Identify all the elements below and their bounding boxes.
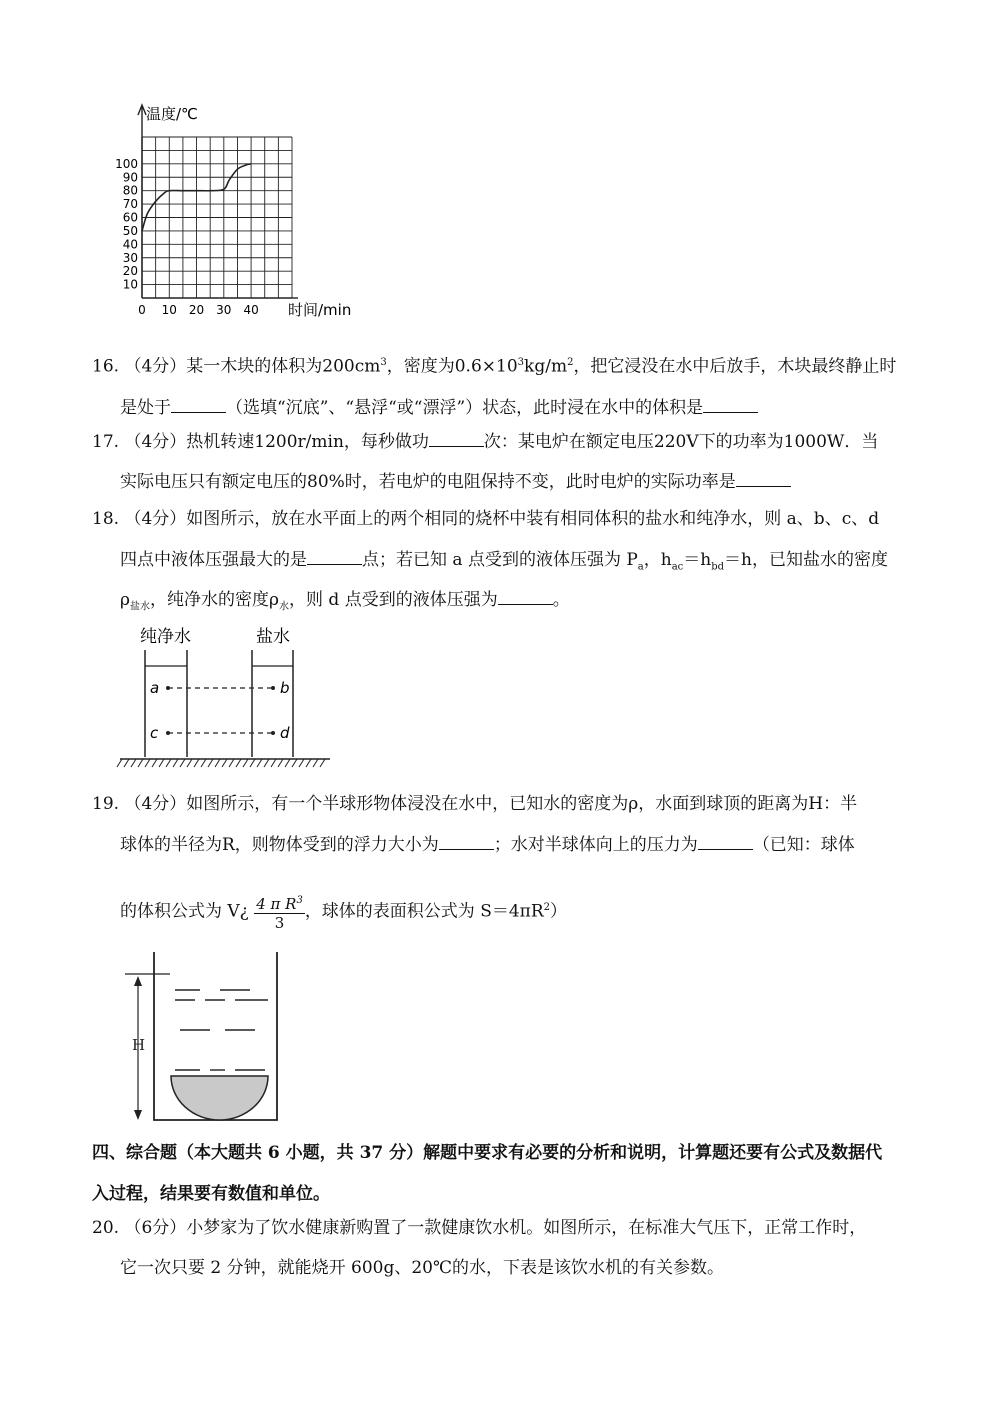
section4-heading-line2: 入过程，结果要有数值和单位。 bbox=[92, 1184, 330, 1204]
hatch-mark bbox=[243, 759, 248, 767]
hatch-mark bbox=[159, 759, 164, 767]
q20-line2: 它一次只要 2 分钟，就能烧开 600g、20℃的水，下表是该饮水机的有关参数。 bbox=[120, 1258, 725, 1278]
x-tick-label: 40 bbox=[243, 303, 259, 317]
hatch-mark bbox=[131, 759, 136, 767]
svg-text:a: a bbox=[150, 679, 160, 697]
point-b bbox=[271, 686, 275, 690]
q16-line1: 16. （4分）某一木块的体积为$200cm^3$，密度为$0.6\times 10^3kg/m^2$，把它浸没在水中后放手，木块最终静止时 bbox=[92, 356, 897, 377]
svg-text:b: b bbox=[280, 679, 290, 697]
q17-line1: 17. （4分）热机转速1200r/min，每秒做功 次：某电炉在额定电压220V下的功率为1000W．当 bbox=[92, 432, 879, 452]
q17-number: 17. bbox=[92, 432, 120, 452]
q16-blank-2[interactable] bbox=[703, 396, 758, 413]
q16-blank-1[interactable] bbox=[171, 396, 226, 413]
hatch-mark bbox=[124, 759, 129, 767]
q18-blank-1[interactable] bbox=[307, 548, 362, 565]
x-tick-label: 0 bbox=[138, 303, 146, 317]
q19-number: 19. bbox=[92, 794, 120, 814]
hemisphere bbox=[171, 1076, 268, 1120]
q19-blank-1[interactable] bbox=[439, 833, 494, 850]
hatch-mark bbox=[313, 759, 318, 767]
hatch-mark bbox=[215, 759, 220, 767]
ground-hatch bbox=[117, 759, 325, 767]
hatch-mark bbox=[194, 759, 199, 767]
sphere-volume-fraction: $\frac{4 \pi R^3}{3}$ bbox=[254, 892, 305, 932]
q19-line1: 19. （4分）如图所示，有一个半球形物体浸没在水中，已知水的密度为ρ，水面到球顶的距离为H：半 bbox=[92, 794, 858, 814]
salt-water-label: 盐水 bbox=[256, 627, 290, 647]
hatch-mark bbox=[117, 759, 122, 767]
hatch-mark bbox=[320, 759, 325, 767]
y-tick-label: 50 bbox=[122, 223, 138, 238]
pure-water-label: 纯净水 bbox=[140, 627, 191, 647]
depth-label-h: H bbox=[132, 1036, 146, 1054]
hatch-mark bbox=[236, 759, 241, 767]
svg-text:d: d bbox=[280, 724, 290, 742]
hatch-mark bbox=[306, 759, 311, 767]
hatch-mark bbox=[138, 759, 143, 767]
q18-blank-2[interactable] bbox=[498, 588, 553, 605]
q18-line2: 四点中液体压强最大的是 点；若已知 a 点受到的液体压强为 $P_a$，$h_{ac}=h_{bd}=h$，已知盐水的密度 bbox=[120, 550, 888, 573]
q17-blank-1[interactable] bbox=[429, 430, 484, 447]
x-tick-label: 20 bbox=[188, 303, 205, 317]
hatch-mark bbox=[257, 759, 262, 767]
hatch-mark bbox=[250, 759, 255, 767]
q19-line3: 的体积公式为 V¿ $\frac{4 \pi R^3}{3}$ ，球体的表面积公式为 $S=4\pi R^2$） bbox=[120, 888, 567, 932]
point-d bbox=[271, 731, 275, 735]
hatch-mark bbox=[222, 759, 227, 767]
point-a bbox=[166, 686, 170, 690]
y-axis-arrow bbox=[138, 105, 146, 137]
y-tick-label: 10 bbox=[122, 277, 138, 292]
q18-line3: $\rho_{盐水}$，纯净水的密度$\rho_水$，则 d 点受到的液体压强为 。 bbox=[120, 590, 570, 613]
hatch-mark bbox=[229, 759, 234, 767]
q20-line1: 20. （6分）小梦家为了饮水健康新购置了一款健康饮水机。如图所示，在标准大气压下，正常工作时， bbox=[92, 1218, 867, 1238]
hatch-mark bbox=[292, 759, 297, 767]
hatch-mark bbox=[145, 759, 150, 767]
y-tick-label: 20 bbox=[122, 264, 138, 279]
hatch-mark bbox=[173, 759, 178, 767]
hemisphere-figure bbox=[120, 948, 290, 1128]
svg-text:c: c bbox=[150, 724, 159, 742]
q17-line2: 实际电压只有额定电压的80%时，若电炉的电阻保持不变，此时电炉的实际功率是 bbox=[120, 470, 791, 493]
y-tick-label: 80 bbox=[122, 183, 138, 198]
section4-heading-line1: 四、综合题（本大题共 6 小题，共 37 分）解题中要求有必要的分析和说明，计算题还要有公式及数据代 bbox=[92, 1143, 883, 1163]
x-axis-label: 时间/min bbox=[288, 301, 352, 319]
y-tick-label: 60 bbox=[122, 210, 138, 225]
q19-blank-2[interactable] bbox=[698, 833, 753, 850]
point-c bbox=[166, 731, 170, 735]
hatch-mark bbox=[285, 759, 290, 767]
temperature-time-chart bbox=[110, 95, 370, 325]
y-tick-label: 100 bbox=[115, 156, 138, 171]
y-tick-label: 90 bbox=[122, 170, 138, 185]
hatch-mark bbox=[201, 759, 206, 767]
hatch-mark bbox=[208, 759, 213, 767]
hatch-mark bbox=[166, 759, 171, 767]
q16-line2: 是处于 （选填“沉底”、“悬浮“或“漂浮”）状态，此时浸在水中的体积是 bbox=[120, 396, 758, 419]
y-tick-label: 30 bbox=[122, 250, 138, 265]
q17-blank-2[interactable] bbox=[736, 470, 791, 487]
beakers-figure bbox=[110, 622, 340, 772]
y-tick-label: 40 bbox=[122, 237, 138, 252]
q16-number: 16. bbox=[92, 356, 120, 377]
hatch-mark bbox=[152, 759, 157, 767]
x-tick-label: 10 bbox=[161, 303, 177, 317]
hatch-mark bbox=[271, 759, 276, 767]
y-axis-label: 温度/℃ bbox=[146, 105, 198, 123]
hatch-mark bbox=[278, 759, 283, 767]
q18-number: 18. bbox=[92, 509, 120, 529]
hatch-mark bbox=[264, 759, 269, 767]
y-tick-label: 70 bbox=[122, 197, 138, 212]
hatch-mark bbox=[299, 759, 304, 767]
hatch-mark bbox=[180, 759, 185, 767]
x-tick-label: 30 bbox=[216, 303, 232, 317]
q20-number: 20. bbox=[92, 1218, 120, 1238]
hatch-mark bbox=[187, 759, 192, 767]
q18-line1: 18. （4分）如图所示，放在水平面上的两个相同的烧杯中装有相同体积的盐水和纯净水，则 a、b、c、d bbox=[92, 509, 880, 529]
q19-line2: 球体的半径为R，则物体受到的浮力大小为 ；水对半球体向上的压力为 （已知：球体 bbox=[120, 835, 855, 855]
chart-grid bbox=[138, 105, 298, 298]
